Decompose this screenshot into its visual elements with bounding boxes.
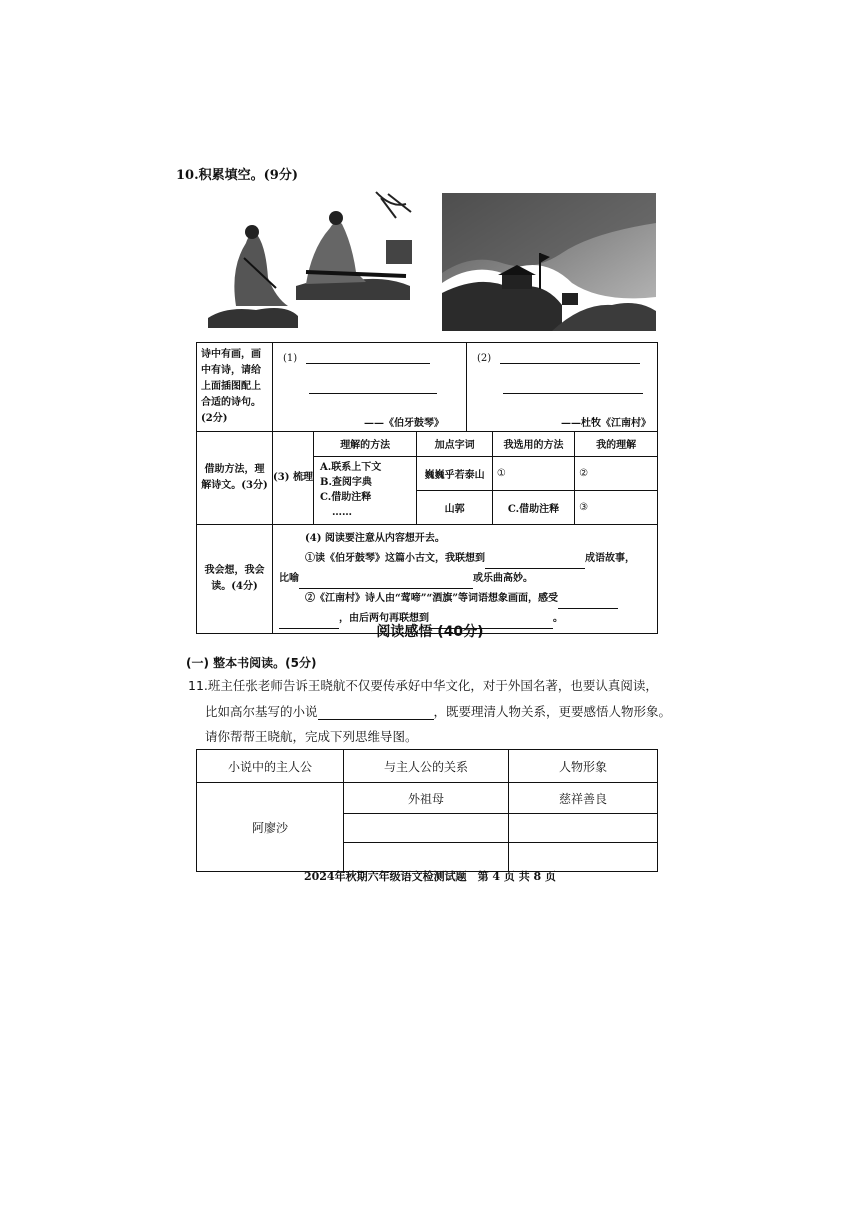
page-footer: 2024年秋期六年级语文检测试题 第 4 页 共 8 页 [303, 870, 557, 883]
q11-line-2 [205, 702, 671, 720]
q11-line-2-text-b: ，既要理清人物关系，更要感悟人物形象。 [433, 704, 672, 719]
poem-1-line-2-blank[interactable] [309, 381, 437, 394]
header-image: 人物形象 [509, 750, 658, 783]
reading-intro: (4) 阅读要注意从内容想开去。 [305, 533, 445, 544]
word-2: 山郭 [417, 490, 492, 524]
q11-line-1: 11.班主任张老师告诉王晓航不仅要传承好中华文化，对于外国名著，也要认真阅读， [188, 678, 658, 693]
reading-cell [273, 525, 658, 634]
relation-1: 外祖母 [344, 783, 509, 814]
chosen-2: C.借助注释 [492, 490, 574, 524]
poem-2-line-2-blank[interactable] [503, 381, 643, 394]
question-10-table [196, 342, 658, 634]
jiangnan-village-illustration [442, 193, 656, 331]
part-1-heading: (一) 整本书阅读。(5分) [186, 656, 317, 670]
method-grid [314, 432, 657, 524]
metaphor-blank[interactable] [299, 576, 473, 589]
idiom-blank[interactable] [485, 556, 585, 569]
poem-1-line-1-blank[interactable] [306, 351, 430, 364]
mindmap-table [196, 749, 658, 872]
method-grid-cell [314, 432, 658, 525]
poem-1-source: ——《伯牙鼓琴》 [364, 418, 444, 429]
method-c: C.借助注释 [320, 492, 372, 504]
understanding-1[interactable]: ② [575, 456, 657, 490]
chosen-1[interactable]: ① [492, 456, 574, 490]
poem-cell-1 [273, 343, 467, 432]
header-protagonist: 小说中的主人公 [197, 750, 344, 783]
reading-1-text-c: 比喻 [279, 573, 299, 584]
row2-sub-label: (3) 梳理 [273, 432, 314, 525]
protagonist-name: 阿廖沙 [197, 783, 344, 872]
poem-2-source: ——杜牧《江南村》 [561, 418, 651, 429]
reading-1-text-d: 或乐曲高妙。 [473, 573, 533, 584]
feeling-blank[interactable] [558, 596, 618, 609]
row3-label: 我会想，我会读。(4分) [197, 525, 273, 634]
method-a: A.联系上下文 [320, 462, 382, 474]
row2-label: 借助方法，理解诗文。(3分) [197, 432, 273, 525]
method-b: B.查阅字典 [320, 477, 372, 489]
header-method: 理解的方法 [314, 432, 417, 456]
reading-1-text-b: 成语故事， [585, 553, 635, 564]
poem-2-number: (2) [477, 353, 492, 364]
image-2-blank[interactable] [509, 814, 658, 843]
relation-2-blank[interactable] [344, 814, 509, 843]
q11-line-3: 请你帮帮王晓航，完成下列思维导图。 [205, 729, 418, 744]
poem-2-line-1-blank[interactable] [500, 351, 640, 364]
understanding-2[interactable]: ③ [575, 490, 657, 524]
boya-guqin-illustration [206, 188, 416, 332]
method-more: …… [332, 507, 352, 519]
question-10-title: 10.积累填空。(9分) [176, 168, 298, 183]
reading-1-text-a: ①读《伯牙鼓琴》这篇小古文，我联想到 [305, 553, 485, 564]
header-chosen: 我选用的方法 [492, 432, 574, 456]
reading-2-text-c: 。 [553, 613, 563, 624]
reading-2-text-b: ，由后两句再联想到 [339, 613, 429, 624]
novel-title-blank[interactable] [318, 705, 434, 720]
header-word: 加点字词 [417, 432, 492, 456]
q11-line-2-text-a: 比如高尔基写的小说 [205, 704, 318, 719]
word-1: 巍巍乎若泰山 [417, 456, 492, 490]
header-relation: 与主人公的关系 [344, 750, 509, 783]
header-understanding: 我的理解 [575, 432, 657, 456]
row1-label: 诗中有画，画中有诗，请给上面插图配上合适的诗句。(2分) [197, 343, 273, 432]
poem-1-number: (1) [283, 353, 298, 364]
section-heading: 阅读感悟 (40分) [376, 624, 484, 640]
image-1: 慈祥善良 [509, 783, 658, 814]
methods-list [314, 456, 417, 524]
poem-cell-2 [467, 343, 658, 432]
reading-2-text-a: ②《江南村》诗人由“莺啼”“酒旗”等词语想象画面，感受 [305, 593, 559, 604]
